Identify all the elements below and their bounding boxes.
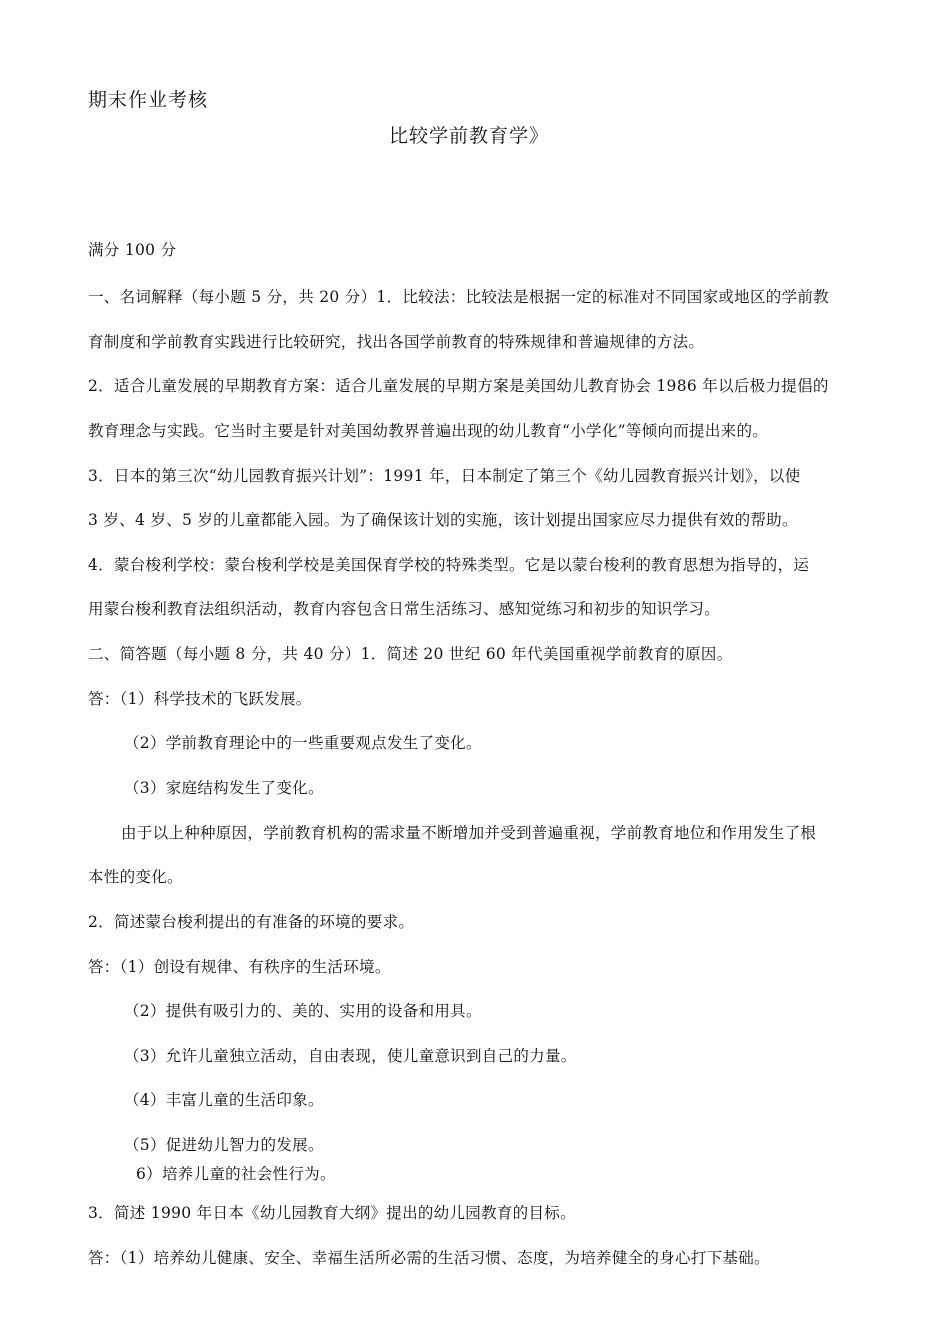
q2-answer4: （4）丰富儿童的生活印象。: [124, 1091, 324, 1109]
assignment-header: 期末作业考核: [88, 89, 209, 111]
section2-heading: 二、简答题（每小题 8 分，共 40 分）: [88, 645, 361, 663]
q2-answer3: （3）允许儿童独立活动，自由表现，使儿童意识到自己的力量。: [124, 1047, 577, 1065]
q2-answer2: （2）提供有吸引力的、美的、实用的设备和用具。: [124, 1002, 482, 1020]
q2-answer5: （5）促进幼儿智力的发展。: [124, 1136, 324, 1154]
q1-answer3: （3）家庭结构发生了变化。: [124, 779, 324, 797]
term1-line2: 育制度和学前教育实践进行比较研究，找出各国学前教育的特殊规律和普遍规律的方法。: [88, 333, 705, 351]
q1-answer2: （2）学前教育理论中的一些重要观点发生了变化。: [124, 734, 482, 752]
term2-line1: 2．适合儿童发展的早期教育方案：适合儿童发展的早期方案是美国幼儿教育协会 1986 年以后极力提倡的: [88, 377, 829, 395]
course-title: 比较学前教育学》: [389, 125, 550, 147]
section2-line: [88, 644, 733, 664]
question2: 2．简述蒙台梭利提出的有准备的环境的要求。: [88, 913, 415, 931]
section1-heading: 一、名词解释（每小题 5 分，共 20 分）: [88, 288, 377, 306]
question1: 1．简述 20 世纪 60 年代美国重视学前教育的原因。: [360, 645, 733, 663]
question3: 3．简述 1990 年日本《幼儿园教育大纲》提出的幼儿园教育的目标。: [88, 1204, 576, 1222]
q1-summary-line2: 本性的变化。: [88, 868, 183, 886]
term3-line2: 3 岁、4 岁、5 岁的儿童都能入园。为了确保该计划的实施，该计划提出国家应尽力提供有效的帮助。: [88, 511, 798, 529]
q1-answer1: 答：（1）科学技术的飞跃发展。: [88, 690, 312, 708]
section1-line: [88, 287, 829, 307]
term1-line1: 1．比较法：比较法是根据一定的标准对不同国家或地区的学前教: [376, 288, 829, 306]
q2-answer6: 6）培养儿童的社会性行为。: [136, 1165, 336, 1183]
q3-answer1: 答：（1）培养幼儿健康、安全、幸福生活所必需的生活习惯、态度，为培养健全的身心打下基础。: [88, 1249, 770, 1267]
term4-line1: 4．蒙台梭利学校：蒙台梭利学校是美国保育学校的特殊类型。它是以蒙台梭利的教育思想为指导的，运: [88, 556, 810, 574]
full-score: 满分 100 分: [88, 241, 177, 259]
term2-line2: 教育理念与实践。它当时主要是针对美国幼教界普遍出现的幼儿教育“小学化”等倾向而提出来的。: [88, 422, 769, 440]
term3-line1: 3．日本的第三次“幼儿园教育振兴计划”：1991 年，日本制定了第三个《幼儿园教育振兴计划》，以使: [88, 467, 801, 485]
q1-summary-line1: 由于以上种种原因，学前教育机构的需求量不断增加并受到普遍重视，学前教育地位和作用发生了根: [121, 824, 817, 842]
q2-answer1: 答：（1）创设有规律、有秩序的生活环境。: [88, 958, 391, 976]
term4-line2: 用蒙台梭利教育法组织活动，教育内容包含日常生活练习、感知觉练习和初步的知识学习。: [88, 600, 721, 618]
